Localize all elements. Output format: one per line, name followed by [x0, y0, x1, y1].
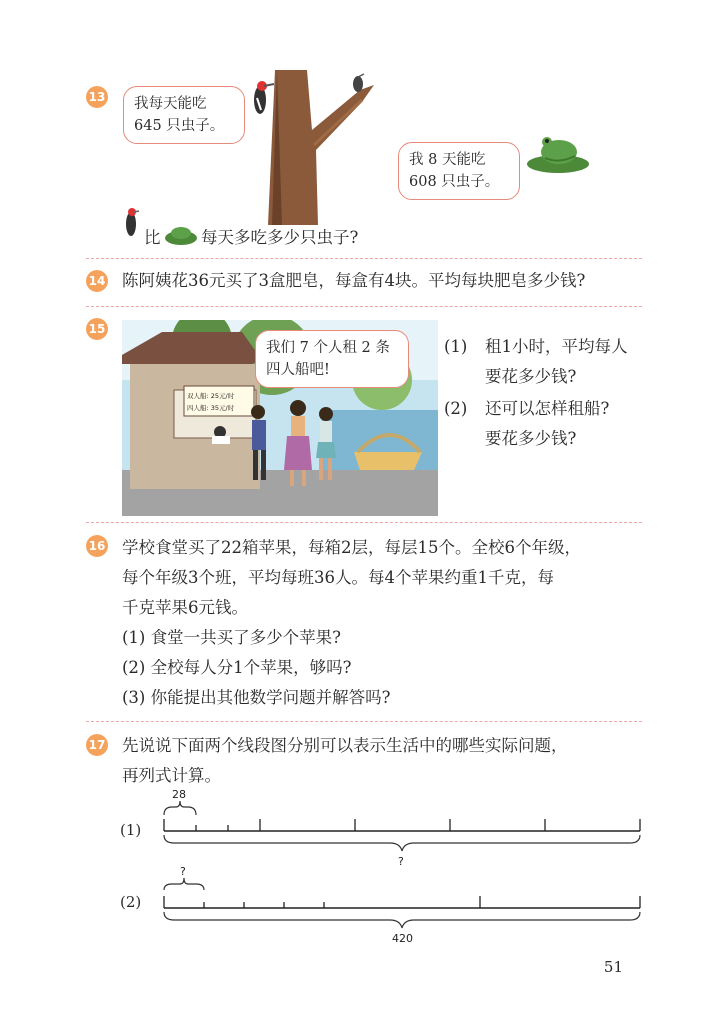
woodpecker-speech-text: 我每天能吃 645 只虫子。 [134, 96, 225, 134]
price-sign-line2: 四人船: 35元/时 [187, 404, 235, 412]
diagram-2-label: (2) [120, 893, 142, 911]
diagram-2-bottom-brace [164, 912, 640, 928]
price-sign-line1: 双人船: 25元/时 [187, 392, 235, 400]
problem-13-badge: 13 [86, 86, 108, 108]
problem-16-q3: (3) 你能提出其他数学问题并解答吗? [122, 688, 391, 707]
problem-17-line-1: 先说说下面两个线段图分别可以表示生活中的哪些实际问题， [122, 736, 568, 755]
diagram-1-bottom-label: ? [398, 855, 404, 868]
frog-icon [164, 222, 198, 246]
divider-16-17 [86, 721, 642, 722]
problem-16-badge: 16 [86, 535, 108, 557]
diagram-1-top-brace [164, 801, 196, 815]
problem-16-line-3: 千克苹果6元钱。 [122, 598, 248, 617]
problem-15-q2-text-2: 要花多少钱? [485, 429, 577, 448]
diagram-1-bottom-brace [164, 835, 640, 851]
divider-15-16 [86, 522, 642, 523]
problem-17-line-2: 再列式计算。 [122, 766, 221, 785]
divider-14-15 [86, 306, 642, 307]
problem-13-question-suffix: 每天多吃多少只虫子? [201, 228, 359, 247]
woodpecker-on-tree [254, 81, 274, 114]
diagram-1-top-label: 28 [172, 788, 186, 801]
diagram-1-label: (1) [120, 821, 142, 839]
problem-14-text: 陈阿姨花36元买了3盒肥皂，每盒有4块。平均每块肥皂多少钱? [122, 271, 586, 290]
group-speech-text: 我们 7 个人租 2 条 四人船吧! [266, 340, 390, 378]
page-number: 51 [603, 958, 623, 976]
frog-on-leaf-illustration [525, 130, 591, 174]
tree-trunk [268, 70, 374, 225]
problem-13-question-prefix: 比 [144, 228, 161, 247]
problem-16-line-1: 学校食堂买了22箱苹果，每箱2层，每层15个。全校6个年级， [122, 538, 581, 557]
diagram-2-bottom-label: 420 [392, 932, 413, 945]
frog-speech-text: 我 8 天能吃 608 只虫子。 [409, 152, 500, 190]
problem-15-q1-text: 租1小时，平均每人 [485, 337, 628, 356]
problem-15-badge: 15 [86, 318, 108, 340]
diagram-2-top-label: ? [180, 865, 186, 878]
woodpecker-icon [122, 206, 140, 240]
problem-17-badge: 17 [86, 734, 108, 756]
divider-13-14 [86, 258, 642, 259]
frog-speech-bubble [398, 142, 520, 200]
problem-15-q2-text: 还可以怎样租船? [485, 399, 610, 418]
group-speech-bubble [255, 330, 409, 388]
woodpecker-speech-bubble [123, 86, 245, 144]
problem-16-q2: (2) 全校每人分1个苹果，够吗? [122, 658, 352, 677]
problem-14-badge: 14 [86, 270, 108, 292]
problem-16-line-2: 每个年级3个班，平均每班36人。每4个苹果约重1千克，每 [122, 568, 554, 587]
tree-illustration [250, 70, 385, 225]
problem-15-q1-text-2: 要花多少钱? [485, 367, 577, 386]
diagram-2-top-brace [164, 878, 204, 890]
problem-15-q1-label: (1) [444, 337, 468, 356]
problem-16-q1: (1) 食堂一共买了多少个苹果? [122, 628, 341, 647]
problem-15-q2-label: (2) [444, 399, 468, 418]
line-segment-diagram-2 [150, 862, 650, 948]
